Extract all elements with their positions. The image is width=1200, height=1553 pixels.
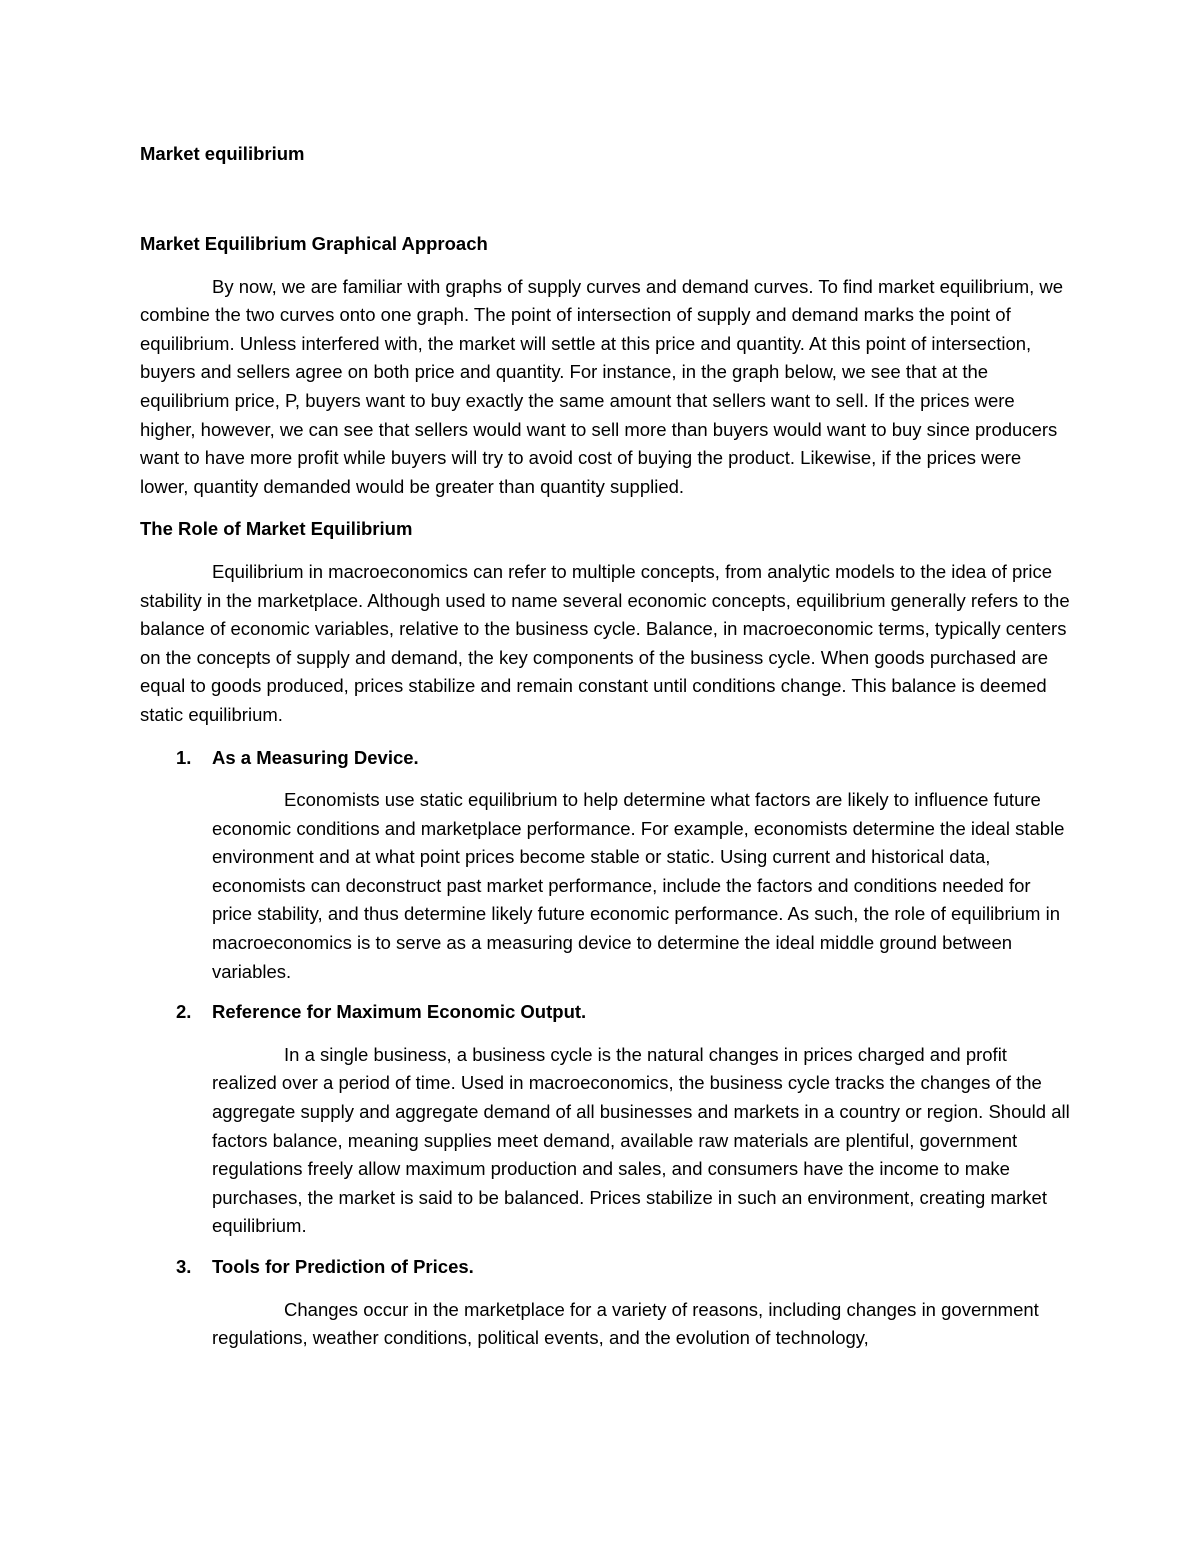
list-item-title: Reference for Maximum Economic Output. (212, 1001, 587, 1023)
section-paragraph-role-of-equilibrium: Equilibrium in macroeconomics can refer to multiple concepts, from analytic models to the idea of price stability in the marketplace. Although used to name several economic concepts, equilibrium generally refers to the balance of economic variables, relative to the business cycle. Balance, in macroeconomic terms, typically centers on the concepts of supply and demand, the key components of the business cycle. When goods purchased are equal to goods produced, prices stabilize and remain constant until conditions change. This balance is deemed static equilibrium. (140, 560, 1070, 725)
list-item-measuring-device (140, 744, 1070, 987)
list-item-paragraph: Economists use static equilibrium to help determine what factors are likely to influence future economic conditions and marketplace performance. For example, economists determine the ideal stable environment and at what point prices become stable or static. Using current and historical data, economists can deconstruct past market performance, include the factors and conditions needed for price stability, and thus determine likely future economic performance. As such, the role of equilibrium in macroeconomics is to serve as a measuring device to determine the ideal middle ground between variables. (212, 789, 1065, 982)
list-item-heading (140, 1253, 1070, 1282)
list-item-heading (140, 744, 1070, 773)
list-item-title: Tools for Prediction of Prices. (212, 1256, 474, 1277)
document-title: Market equilibrium (140, 143, 305, 164)
section-heading-graphical-approach: Market Equilibrium Graphical Approach (140, 233, 488, 254)
section-paragraph-graphical-approach: By now, we are familiar with graphs of supply curves and demand curves. To find market equilibrium, we combine the two curves onto one graph. The point of intersection of supply and demand marks the point of equilibrium. Unless interfered with, the market will settle at this price and quantity. At this point of intersection, buyers and sellers agree on both price and quantity. For instance, in the graph below, we see that at the equilibrium price, P, buyers want to buy exactly the same amount that sellers want to sell. If the prices were higher, however, we can see that sellers would want to sell more than buyers would want to buy since producers want to have more profit while buyers will try to avoid cost of buying the product. Likewise, if the prices were lower, quantity demanded would be greater than quantity supplied. (140, 275, 1064, 497)
list-item-number: 3. (176, 1256, 192, 1277)
document-body (140, 140, 1070, 1365)
list-item-number: 1. (176, 746, 192, 768)
list-item-heading (140, 998, 1070, 1027)
list-item-maximum-output (140, 998, 1070, 1241)
list-item-number: 2. (176, 1001, 192, 1023)
numbered-list (140, 744, 1070, 1353)
list-item-prediction-tools (140, 1253, 1070, 1353)
section-heading-role-of-equilibrium: The Role of Market Equilibrium (140, 518, 413, 540)
list-item-paragraph: Changes occur in the marketplace for a variety of reasons, including changes in government regulations, weather conditions, political events, and the evolution of technology, (212, 1298, 1039, 1349)
list-item-title: As a Measuring Device. (212, 746, 419, 768)
list-item-paragraph: In a single business, a business cycle is the natural changes in prices charged and profit realized over a period of time. Used in macroeconomics, the business cycle tracks the changes of the aggregate supply and aggregate demand of all businesses and markets in a country or region. Should all factors balance, meaning supplies meet demand, available raw materials are plentiful, government regulations freely allow maximum production and sales, and consumers have the income to make purchases, the market is said to be balanced. Prices stabilize in such an environment, creating market equilibrium. (212, 1043, 1070, 1237)
